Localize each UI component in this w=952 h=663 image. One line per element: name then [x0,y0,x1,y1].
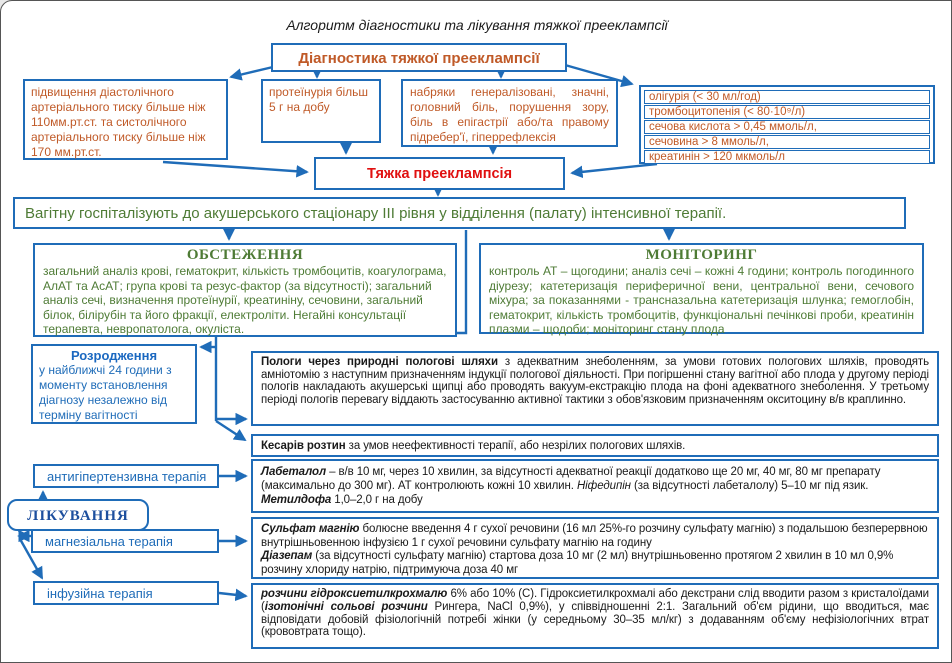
severe-preeclampsia-box: Тяжка прееклампсія [314,157,565,190]
magnesium-protocol-box: Сульфат магнію болюсне введення 4 г сухої речовини (16 мл 25%-го розчину сульфату магнію) з подальшою безперервною внутрішньовенною інфузією 1 г сухої речовини сульфату магнію на годину Діазепам (за відсутності сульфату магнію) стартова доза 10 мг (2 мл) внутрішньовенно протягом 2 хвилин в 10 мл 0,9% розчину хлориду натрію, підтримуюча доза 40 мг [251,517,939,579]
monitoring-title: МОНІТОРИНГ [645,247,758,263]
antihypertensive-therapy-label: антигіпертензивна терапія [33,464,219,488]
infusion-therapy-label: інфузійна терапія [33,581,219,605]
antihypertensive-protocol-box: Лабеталол – в/в 10 мг, через 10 хвилин, за відсутності адекватної реакції додатково ще 20 мг, 40 мг, 80 мг препарату (максимально до 300 мг). АТ контролюють кожні 10 хвилин. Ніфедипін (за відсутності лабеталолу) 5–10 мг під язик. Метилдофа 1,0–2,0 г на добу [251,459,939,513]
lab-criteria-row: креатинін > 120 мкмоль/л [644,150,930,164]
vaginal-delivery-box: Пологи через природні пологові шляхи з адекватним знеболенням, за умови готових пологових шляхів, проводять амніотомію з наступним призначенням індукції пологової діяльності. При погіршенні стану вагітної або плода у другому періоді пологів накладають акушерські щипці або проводять вакуум-екстракцію плода на фоні адекватного знеболення. У третьому періоді пологів перевагу віддають застосуванню активної тактики з обов'язковим призначенням окситоцину в/в краплинно. [251,351,939,426]
delivery-box [31,344,197,424]
proteinuria-criteria-box: протеїнурія більш 5 г на добу [261,79,381,143]
diagnosis-header-box: Діагностика тяжкої прееклампсії [271,43,567,72]
magnesium-therapy-label: магнезіальна терапія [31,529,219,553]
page-title: Алгоритм діагностики та лікування тяжкої прееклампсії [286,17,668,33]
delivery-title: Розродження [70,348,158,363]
treatment-title-box: ЛІКУВАННЯ [7,499,149,531]
edema-symptoms-box: набряки генералізовані, значні, головний біль, порушення зору, біль в епігастрії або/та правому підребер'ї, гіперрефлексія [401,79,618,147]
lab-criteria-row: сечовина > 8 ммоль/л, [644,135,930,149]
hospitalization-box: Вагітну госпіталізують до акушерського стаціонару ІІІ рівня у відділення (палату) інтенсивної терапії. [13,197,906,229]
lab-criteria-row: сечова кислота > 0,45 ммоль/л, [644,120,930,134]
lab-criteria-row: олігурія (< 30 мл/год) [644,90,930,104]
monitoring-body: контроль АТ – щогодини; аналіз сечі – кожні 4 години; контроль погодинного діурезу; катетеризація периферичної вени, центральної вени, сечового міхура; за показаннями - трансназальна катетеризація шлунка; гемоглобін, гематокрит, кількість тромбоцитів, функціональні печінкові проби, креатинін плазми – щодоби; моніторинг стану плода [489,264,914,337]
cesarean-box: Кесарів розтин за умов неефективності терапії, або незрілих пологових шляхів. [251,434,939,457]
examination-title: ОБСТЕЖЕННЯ [186,247,304,263]
hypertension-criteria-box: підвищення діастолічного артеріального тиску більше ніж 110мм.рт.ст. та систолічного артеріального тиску більше ніж 170 мм.рт.ст. [23,79,228,160]
examination-box [33,243,457,337]
infusion-protocol-box: розчини гідроксиетилкрохмалю 6% або 10% (С). Гідроксиетилкрохмалі або декстрани слід вводити разом з кристалоїдами (ізотонічні сольові розчини Рингера, NaCl 0,9%), у співвідношенні 2:1. Загальний об'єм рідини, що вводиться, має відповідати добовій фізіологічній потребі жінки (у середньому 30–35 мл/кг) з додаванням об'єму нефізіологічних втрат (крововтрата тощо). [251,583,939,649]
delivery-timing: у найближчі 24 години з моменту встановлення діагнозу незалежно від терміну вагітності [39,363,172,422]
lab-criteria-row: тромбоцитопенія (< 80·10⁹/л) [644,105,930,119]
monitoring-box [479,243,924,337]
examination-body: загальний аналіз крові, гематокрит, кількість тромбоцитів, коагулограма, АлАТ та АсАТ; група крові та резус-фактор (за відсутності); загальний аналіз сечі, визначення протеїнурії, креатиніну, сечовини, загальний білок, білірубін та його фракції, електроліти. Негайні консультації терапевта, невропатолога, окуліста. [43,264,447,337]
lab-criteria-box [639,85,935,164]
